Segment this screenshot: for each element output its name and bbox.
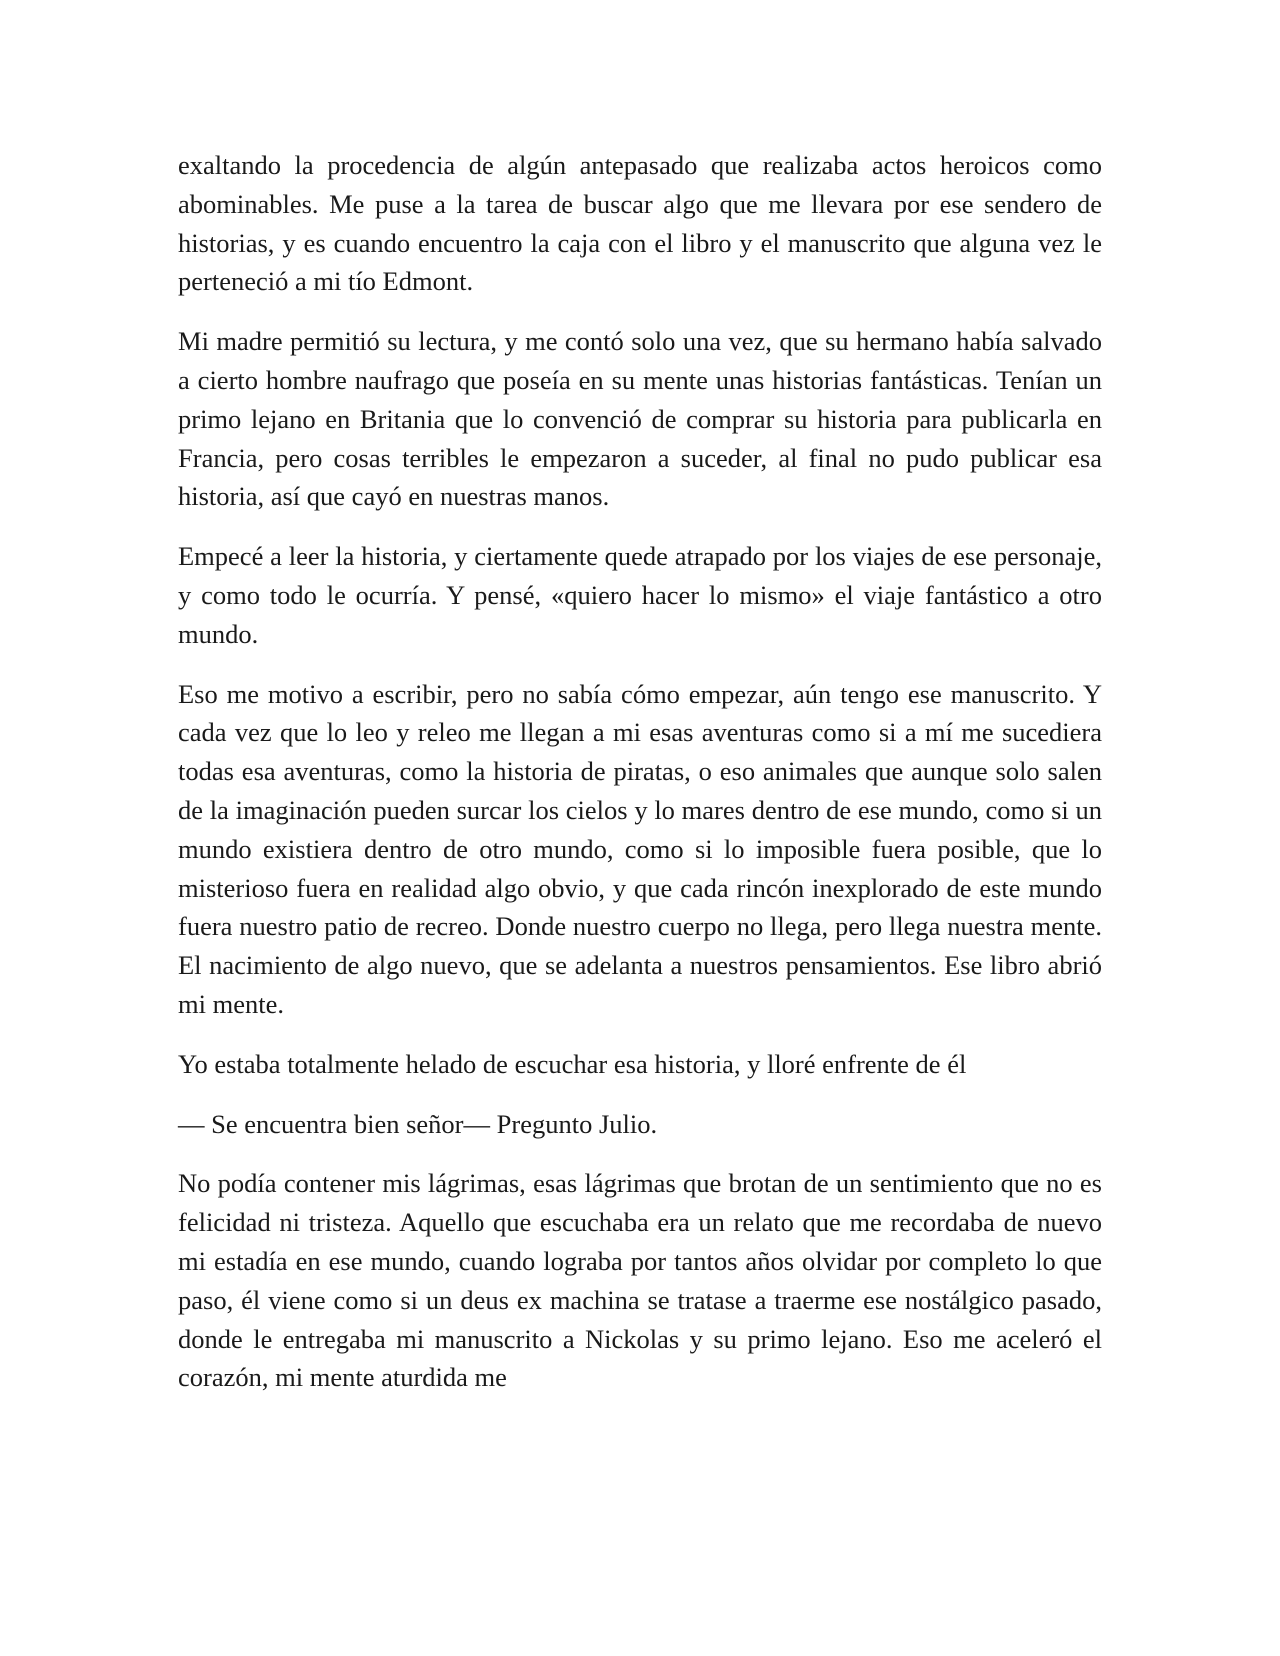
paragraph-7: No podía contener mis lágrimas, esas lágrimas que brotan de un sentimiento que no es felicidad ni tristeza. Aquello que escuchaba era un relato que me recordaba de nuevo mi estadía en ese mundo, cuando lograba por tantos años olvidar por completo lo que paso, él viene como si un deus ex machina se tratase a traerme ese nostálgico pasado, donde le entregaba mi manuscrito a Nickolas y su primo lejano. Eso me aceleró el corazón, mi mente aturdida me bbox=[178, 1168, 1102, 1393]
paragraph-1: exaltando la procedencia de algún antepasado que realizaba actos heroicos como abominables. Me puse a la tarea de buscar algo que me llevara por ese sendero de historias, y es cuando encuentro la caja con el libro y el manuscrito que alguna vez le perteneció a mi tío Edmont. bbox=[178, 150, 1102, 297]
paragraph-4: Eso me motivo a escribir, pero no sabía cómo empezar, aún tengo ese manuscrito. Y cada vez que lo leo y releo me llegan a mi esas aventuras como si a mí me sucediera todas esa aventuras, como la historia de piratas, o eso animales que aunque solo salen de la imaginación pueden surcar los cielos y lo mares dentro de ese mundo, como si un mundo existiera dentro de otro mundo, como si lo imposible fuera posible, que lo misterioso fuera en realidad algo obvio, y que cada rincón inexplorado de este mundo fuera nuestro patio de recreo. Donde nuestro cuerpo no llega, pero llega nuestra mente. El nacimiento de algo nuevo, que se adelanta a nuestros pensamientos. Ese libro abrió mi mente. bbox=[178, 678, 1102, 1019]
body-text bbox=[178, 146, 1102, 1418]
paragraph-5: Yo estaba totalmente helado de escuchar esa historia, y lloré enfrente de él bbox=[178, 1048, 967, 1079]
paragraph-3: Empecé a leer la historia, y ciertamente quede atrapado por los viajes de ese personaje, y como todo le ocurría. Y pensé, «quiero hacer lo mismo» el viaje fantástico a otro mundo. bbox=[178, 541, 1102, 649]
paragraph-2: Mi madre permitió su lectura, y me contó solo una vez, que su hermano había salvado a cierto hombre naufrago que poseía en su mente unas historias fantásticas. Tenían un primo lejano en Britania que lo convenció de comprar su historia para publicarla en Francia, pero cosas terribles le empezaron a suceder, al final no pudo publicar esa historia, así que cayó en nuestras manos. bbox=[178, 326, 1102, 512]
dialogue-line: — Se encuentra bien señor— Pregunto Julio. bbox=[178, 1108, 658, 1139]
